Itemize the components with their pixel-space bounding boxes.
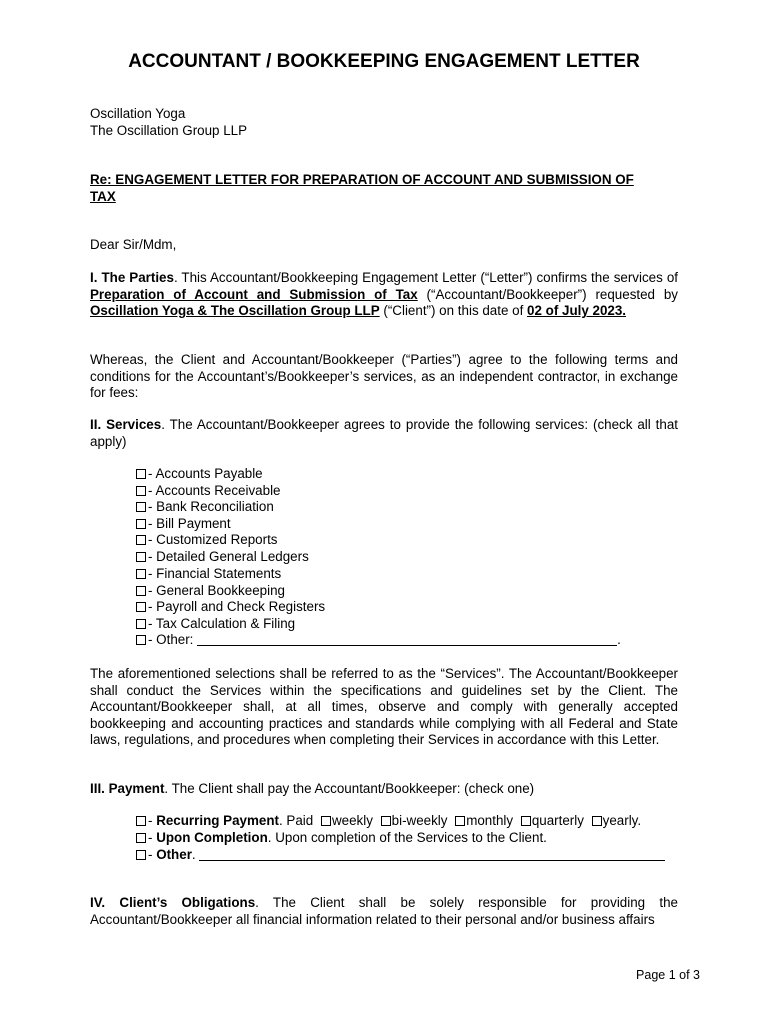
payment-intro bbox=[90, 781, 678, 798]
service-option-label: - Accounts Payable bbox=[148, 466, 263, 481]
whereas-paragraph: Whereas, the Client and Accountant/Bookkeeper (“Parties”) agree to the following terms and conditions for the Accountant’s/Bookkeeper’s services, as an independent contractor, in exchange for fees: bbox=[90, 352, 678, 401]
checkbox[interactable] bbox=[136, 833, 146, 843]
checkbox[interactable] bbox=[136, 535, 146, 545]
checkbox[interactable] bbox=[455, 816, 465, 826]
parties-text-2: (“Accountant/Bookkeeper”) requested by bbox=[417, 286, 679, 302]
checkbox[interactable] bbox=[321, 816, 331, 826]
recurring-dash: - bbox=[148, 813, 157, 828]
checkbox[interactable] bbox=[136, 486, 146, 496]
services-intro-text: . The Accountant/Bookkeeper agrees to provide the following services: (check all that apply) bbox=[90, 417, 679, 449]
checkbox[interactable] bbox=[136, 469, 146, 479]
freq-label: monthly bbox=[466, 813, 514, 828]
service-option-label: - Bank Reconciliation bbox=[148, 499, 274, 514]
recurring-label: Recurring Payment bbox=[156, 813, 279, 828]
checkbox[interactable] bbox=[136, 502, 146, 512]
freq-label: yearly. bbox=[602, 813, 642, 828]
completion-label: Upon Completion bbox=[156, 830, 268, 845]
freq-label: weekly bbox=[331, 813, 373, 828]
payment-other-dot: . bbox=[191, 847, 200, 862]
service-option[interactable] bbox=[136, 516, 231, 533]
services-intro bbox=[90, 417, 678, 450]
service-other-end: . bbox=[617, 632, 621, 647]
checkbox[interactable] bbox=[136, 816, 146, 826]
payment-intro-text: . The Client shall pay the Accountant/Bookkeeper: (check one) bbox=[164, 781, 535, 796]
service-option[interactable] bbox=[136, 616, 295, 633]
checkbox[interactable] bbox=[136, 602, 146, 612]
service-option-label: - Tax Calculation & Filing bbox=[148, 616, 296, 631]
service-option[interactable] bbox=[136, 499, 274, 516]
parties-text-3: (“Client”) on this date of bbox=[379, 303, 528, 319]
checkbox[interactable] bbox=[136, 519, 146, 529]
obligations-text: . The Client shall be solely responsible for providing the Accountant/Bookkeeper all financial information related to their personal and/or business affairs bbox=[90, 895, 678, 927]
parties-heading: I. The Parties bbox=[90, 270, 174, 285]
service-name: Preparation of Account and Submission of Tax bbox=[90, 286, 418, 302]
services-heading: II. Services bbox=[90, 417, 162, 432]
payment-option-other[interactable] bbox=[136, 847, 665, 864]
service-option[interactable] bbox=[136, 583, 285, 600]
completion-dash: - bbox=[148, 830, 157, 845]
parties-paragraph bbox=[90, 270, 678, 320]
payment-other-blank[interactable] bbox=[199, 847, 665, 861]
checkbox[interactable] bbox=[136, 850, 146, 860]
service-option[interactable] bbox=[136, 466, 263, 483]
service-option-label: - Financial Statements bbox=[148, 566, 282, 581]
service-other-label: - Other: bbox=[148, 632, 198, 647]
service-option-label: - Bill Payment bbox=[148, 516, 231, 531]
page-number: Page 1 of 3 bbox=[636, 968, 700, 982]
obligations-paragraph bbox=[90, 895, 678, 928]
service-option-label: - Customized Reports bbox=[148, 532, 278, 547]
service-option[interactable] bbox=[136, 566, 281, 583]
checkbox[interactable] bbox=[136, 586, 146, 596]
service-option[interactable] bbox=[136, 549, 309, 566]
client-name: Oscillation Yoga & The Oscillation Group LLP bbox=[90, 303, 380, 319]
greeting: Dear Sir/Mdm, bbox=[90, 237, 177, 252]
recurring-paid: . Paid bbox=[278, 813, 314, 828]
engagement-date: 02 of July 2023. bbox=[527, 303, 627, 319]
service-option-label: - General Bookkeeping bbox=[148, 583, 285, 598]
checkbox[interactable] bbox=[136, 635, 146, 645]
checkbox[interactable] bbox=[136, 552, 146, 562]
checkbox[interactable] bbox=[136, 569, 146, 579]
payment-heading: III. Payment bbox=[90, 781, 165, 796]
recipient-block bbox=[90, 106, 678, 139]
freq-label: bi-weekly bbox=[391, 813, 448, 828]
recipient-line-1: Oscillation Yoga bbox=[90, 106, 186, 121]
parties-text-1: . This Accountant/Bookkeeping Engagement Letter (“Letter”) confirms the services of bbox=[173, 270, 678, 285]
service-option[interactable] bbox=[136, 532, 278, 549]
recipient-line-2: The Oscillation Group LLP bbox=[90, 122, 248, 138]
document-title: ACCOUNTANT / BOOKKEEPING ENGAGEMENT LETTER bbox=[128, 51, 640, 72]
checkbox[interactable] bbox=[521, 816, 531, 826]
checkbox[interactable] bbox=[592, 816, 602, 826]
checkbox[interactable] bbox=[136, 619, 146, 629]
service-option[interactable] bbox=[136, 483, 281, 500]
service-option-label: - Payroll and Check Registers bbox=[148, 599, 326, 614]
obligations-heading: IV. Client’s Obligations bbox=[90, 895, 256, 910]
payment-other-dash: - bbox=[148, 847, 157, 862]
service-option-other[interactable] bbox=[136, 632, 621, 649]
completion-text: . Upon completion of the Services to the Client. bbox=[267, 830, 547, 845]
freq-label: quarterly bbox=[531, 813, 584, 828]
re-line: Re: ENGAGEMENT LETTER FOR PREPARATION OF ACCOUNT AND SUBMISSION OF TAX bbox=[90, 172, 634, 204]
service-other-blank[interactable] bbox=[197, 632, 617, 646]
service-option[interactable] bbox=[136, 599, 325, 616]
checkbox[interactable] bbox=[381, 816, 391, 826]
payment-option-recurring[interactable] bbox=[136, 813, 641, 830]
payment-other-label: Other bbox=[156, 847, 192, 862]
payment-option-completion[interactable] bbox=[136, 830, 547, 847]
service-option-label: - Accounts Receivable bbox=[148, 483, 281, 498]
service-option-label: - Detailed General Ledgers bbox=[148, 549, 309, 564]
services-note: The aforementioned selections shall be referred to as the “Services”. The Accountant/Bookkeeper shall conduct the Services within the specifications and guidelines set by the Client. The Accountant/Bookkeeper shall, at all times, observe and comply with generally accepted bookkeeping and accounting practices and standards while complying with all Federal and State laws, regulations, and procedures when completing their Services in accordance with this Letter. bbox=[90, 666, 678, 748]
